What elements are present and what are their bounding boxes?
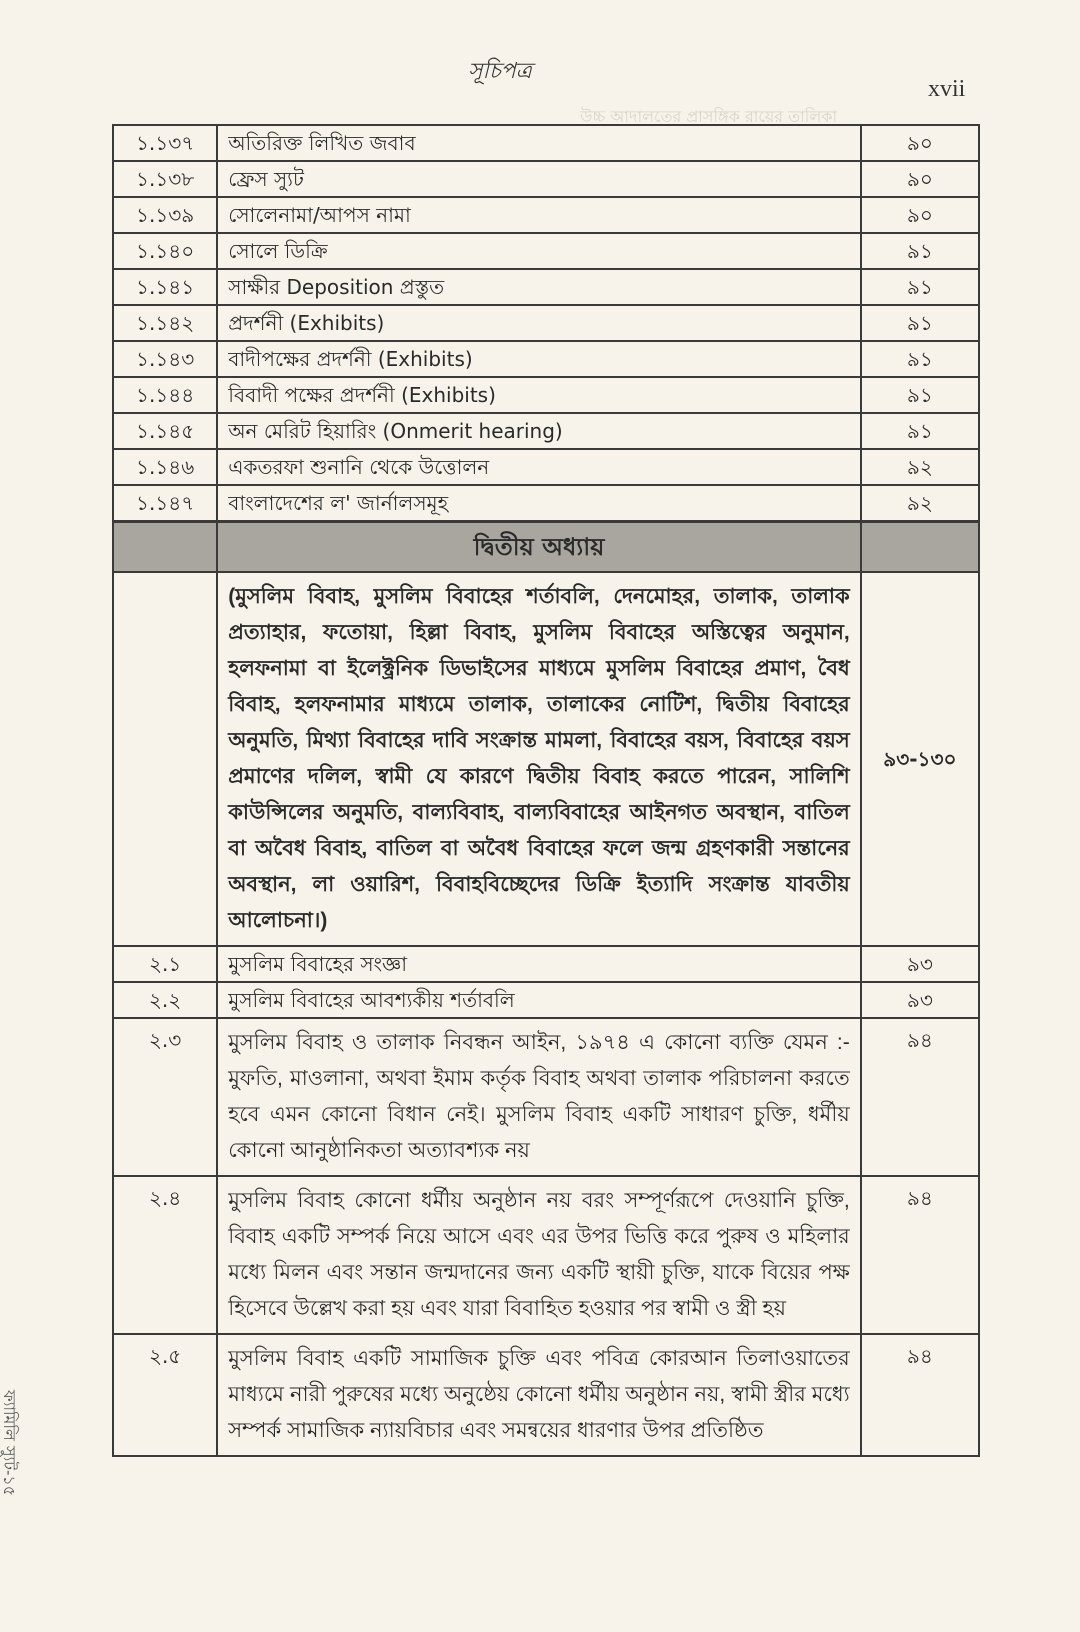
toc-row: [113, 197, 979, 233]
chapter-heading: দ্বিতীয় অধ্যায়: [217, 522, 860, 573]
entry-title: মুসলিম বিবাহ একটি সামাজিক চুক্তি এবং পবিত্র কোরআন তিলাওয়াতের মাধ্যমে নারী পুরুষের মধ্যে অনুষ্ঠেয় কোনো ধর্মীয় অনুষ্ঠান নয়, স্বামী স্ত্রীর মধ্যে সম্পর্ক সামাজিক ন্যায়বিচার এবং সমন্বয়ের ধারণার উপর প্রতিষ্ঠিত: [217, 1334, 860, 1456]
entry-title: বাংলাদেশের ল' জার্নালসমূহ: [217, 485, 860, 522]
entry-number: ২.১: [113, 946, 217, 982]
entry-title: ফ্রেস স্যুট: [217, 161, 860, 197]
entry-page: ৯১: [861, 269, 979, 305]
toc-row: [113, 305, 979, 341]
entry-number: ২.৪: [113, 1176, 217, 1334]
entry-title: সোলে ডিক্রি: [217, 233, 860, 269]
entry-number: ১.১৩৯: [113, 197, 217, 233]
entry-page: ৯১: [861, 413, 979, 449]
entry-title: মুসলিম বিবাহ ও তালাক নিবন্ধন আইন, ১৯৭৪ এ কোনো ব্যক্তি যেমন :- মুফতি, মাওলানা, অথবা ইমাম কর্তৃক বিবাহ অথবা তালাক পরিচালনা করতে হবে এমন কোনো বিধান নেই। মুসলিম বিবাহ একটি সাধারণ চুক্তি, ধর্মীয় কোনো আনুষ্ঠানিকতা অত্যাবশ্যক নয়: [217, 1018, 860, 1176]
toc-row: [113, 946, 979, 982]
entry-number: ১.১৪১: [113, 269, 217, 305]
chapter-heading-row: [113, 522, 979, 573]
toc-row: [113, 125, 979, 161]
toc-row: [113, 1018, 979, 1176]
entry-title: সাক্ষীর Deposition প্রস্তুত: [217, 269, 860, 305]
entry-number: ১.১৪৭: [113, 485, 217, 522]
entry-title: বিবাদী পক্ষের প্রদর্শনী (Exhibits): [217, 377, 860, 413]
toc-row: [113, 269, 979, 305]
entry-number: ১.১৩৮: [113, 161, 217, 197]
margin-note: ফ্যামিলি স্যুট-১৫: [0, 1390, 19, 1497]
chapter-heading-blank: [113, 522, 217, 573]
entry-number: ১.১৩৭: [113, 125, 217, 161]
entry-page: ৯৪: [861, 1018, 979, 1176]
entry-page: ৯১: [861, 233, 979, 269]
entry-title: প্রদর্শনী (Exhibits): [217, 305, 860, 341]
chapter-summary-row: [113, 572, 979, 946]
page-header: [0, 48, 1080, 126]
chapter-summary: (মুসলিম বিবাহ, মুসলিম বিবাহের শর্তাবলি, দেনমোহর, তালাক, তালাক প্রত্যাহার, ফতোয়া, হিল্লা বিবাহ, মুসলিম বিবাহের অস্তিত্বের অনুমান, হলফনামা বা ইলেক্ট্রনিক ডিভাইসের মাধ্যমে মুসলিম বিবাহের প্রমাণ, বৈধ বিবাহ, হলফনামার মাধ্যমে তালাক, তালাকের নোটিশ, দ্বিতীয় বিবাহের অনুমতি, মিথ্যা বিবাহের দাবি সংক্রান্ত মামলা, বিবাহের বয়স, বিবাহের বয়স প্রমাণের দলিল, স্বামী যে কারণে দ্বিতীয় বিবাহ করতে পারেন, সালিশি কাউন্সিলের অনুমতি, বাল্যবিবাহ, বাল্যবিবাহের আইনগত অবস্থান, বাতিল বা অবৈধ বিবাহ, বাতিল বা অবৈধ বিবাহের ফলে জন্ম গ্রহণকারী সন্তানের অবস্থান, লা ওয়ারিশ, বিবাহবিচ্ছেদের ডিক্রি ইত্যাদি সংক্রান্ত যাবতীয় আলোচনা।): [217, 572, 860, 946]
toc-row: [113, 449, 979, 485]
entry-page: ৯১: [861, 305, 979, 341]
entry-page: ৯৩: [861, 946, 979, 982]
toc-row: [113, 413, 979, 449]
toc-row: [113, 982, 979, 1018]
entry-page: ৯০: [861, 161, 979, 197]
bleed-through-text: উচ্চ আদালতের প্রাসঙ্গিক রায়ের তালিকা: [580, 107, 838, 126]
entry-page: ৯২: [861, 449, 979, 485]
entry-number: ২.৩: [113, 1018, 217, 1176]
entry-page: ৯১: [861, 341, 979, 377]
entry-page: ৯২: [861, 485, 979, 522]
entry-number: ১.১৪০: [113, 233, 217, 269]
entry-page: ৯৩: [861, 982, 979, 1018]
entry-number: ১.১৪৬: [113, 449, 217, 485]
entry-page: ৯৪: [861, 1334, 979, 1456]
entry-number: ১.১৪৩: [113, 341, 217, 377]
entry-number: ২.২: [113, 982, 217, 1018]
table-of-contents: [112, 124, 980, 1457]
toc-row: [113, 1334, 979, 1456]
toc-row: [113, 485, 979, 522]
summary-number-blank: [113, 572, 217, 946]
toc-row: [113, 161, 979, 197]
entry-page: ৯১: [861, 377, 979, 413]
running-title: সূচিপত্র: [468, 59, 532, 84]
entry-title: মুসলিম বিবাহের সংজ্ঞা: [217, 946, 860, 982]
entry-number: ১.১৪৫: [113, 413, 217, 449]
entry-page: ৯৪: [861, 1176, 979, 1334]
toc-row: [113, 341, 979, 377]
entry-title: অন মেরিট হিয়ারিং (Onmerit hearing): [217, 413, 860, 449]
entry-title: একতরফা শুনানি থেকে উত্তোলন: [217, 449, 860, 485]
entry-title: বাদীপক্ষের প্রদর্শনী (Exhibits): [217, 341, 860, 377]
entry-title: সোলেনামা/আপস নামা: [217, 197, 860, 233]
toc-row: [113, 1176, 979, 1334]
chapter-page-range: ৯৩-১৩০: [861, 572, 979, 946]
toc-row: [113, 377, 979, 413]
page-number: xvii: [928, 76, 966, 102]
entry-number: ১.১৪২: [113, 305, 217, 341]
toc-row: [113, 233, 979, 269]
chapter-heading-blank: [861, 522, 979, 573]
entry-title: মুসলিম বিবাহের আবশ্যকীয় শর্তাবলি: [217, 982, 860, 1018]
entry-page: ৯০: [861, 197, 979, 233]
entry-title: মুসলিম বিবাহ কোনো ধর্মীয় অনুষ্ঠান নয় বরং সম্পূর্ণরূপে দেওয়ানি চুক্তি, বিবাহ একটি সম্পর্ক নিয়ে আসে এবং এর উপর ভিত্তি করে পুরুষ ও মহিলার মধ্যে মিলন এবং সন্তান জন্মদানের জন্য একটি স্থায়ী চুক্তি, যাকে বিয়ের পক্ষ হিসেবে উল্লেখ করা হয় এবং যারা বিবাহিত হওয়ার পর স্বামী ও স্ত্রী হয়: [217, 1176, 860, 1334]
entry-title: অতিরিক্ত লিখিত জবাব: [217, 125, 860, 161]
entry-number: ২.৫: [113, 1334, 217, 1456]
entry-page: ৯০: [861, 125, 979, 161]
entry-number: ১.১৪৪: [113, 377, 217, 413]
